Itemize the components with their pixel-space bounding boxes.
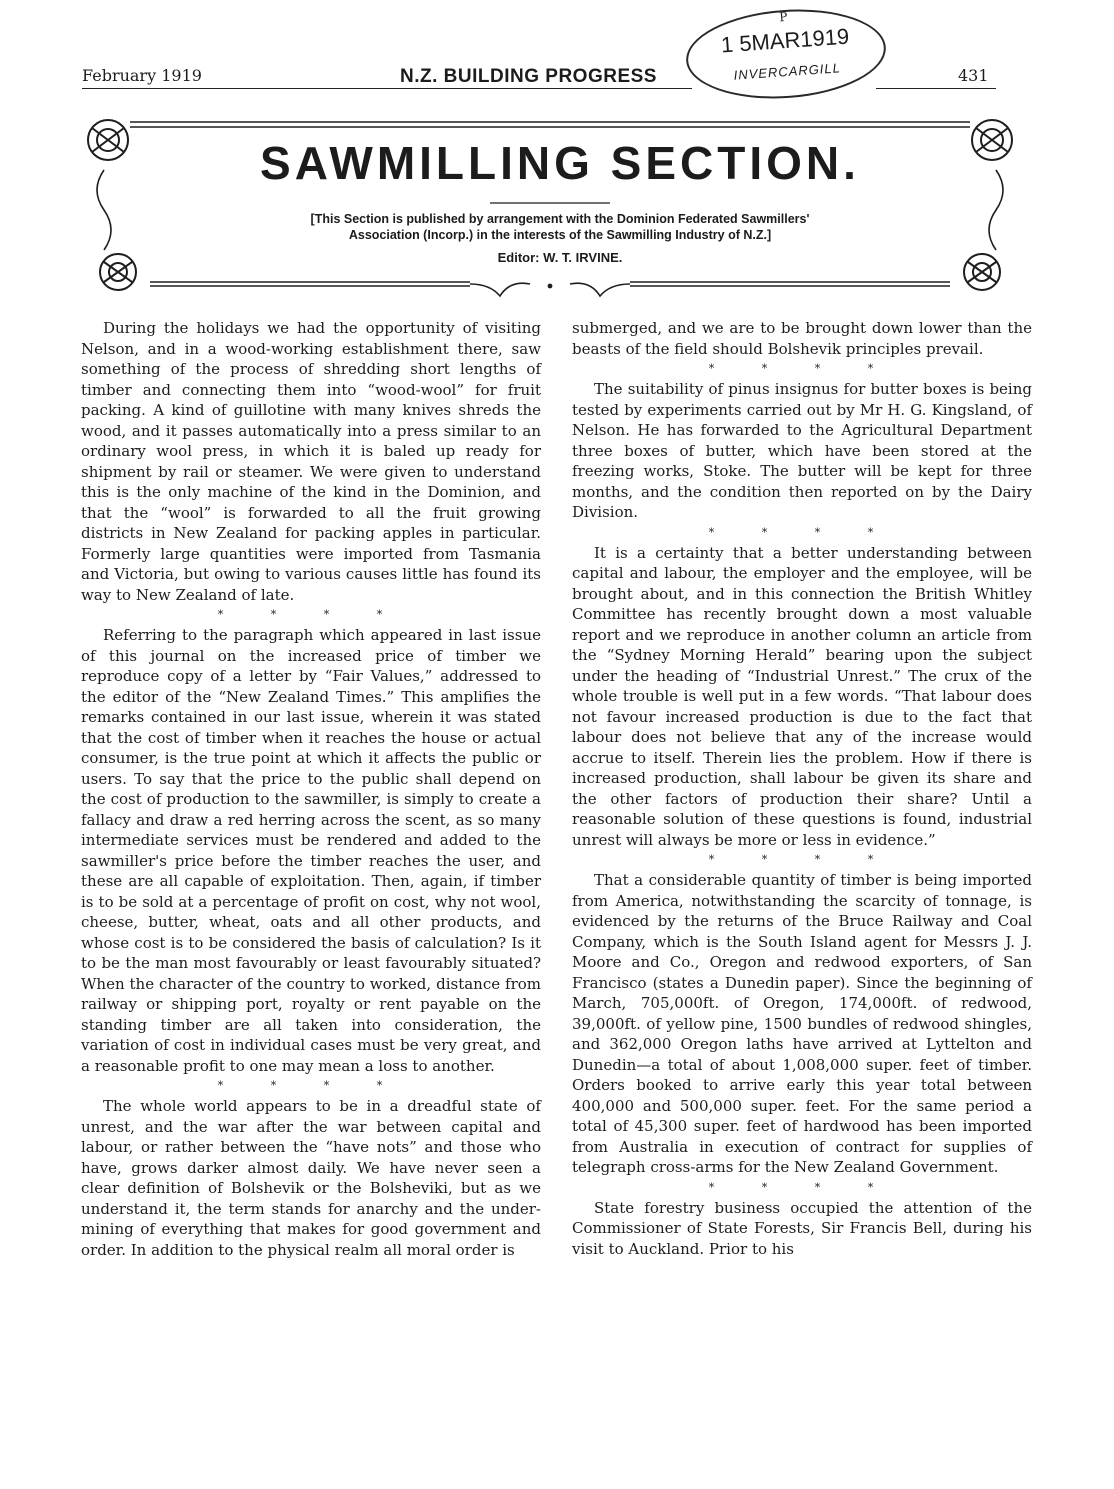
- stamp-date: 1 5MAR1919: [720, 23, 850, 58]
- separator-stars: * * * *: [708, 525, 896, 539]
- article-column-right: [572, 318, 1032, 1259]
- page-number: 431: [958, 66, 989, 85]
- header-rule-right: [876, 88, 996, 89]
- separator-stars: * * * *: [217, 608, 405, 621]
- separator-stars: * * * *: [708, 362, 896, 375]
- separator-stars: * * * *: [708, 1180, 896, 1194]
- separator-stars: * * * *: [708, 853, 896, 866]
- paragraph-capital-labour: It is a certainty that a better understanding between capital and labour, the employer and the employee, will be brought about, and in this connection the British Whitley Committee has recently brought down a most valuable report and we reproduce in another column an article from the “Sydney Morning Herald” bearing upon the subject under the heading of “Industrial Unrest.” The crux of the whole trouble is well put in a few words. “That labour does not favour increased production is due to the fact that labour does not believe that any of the increase would accrue to itself. Therein lies the problem. How if there is increased production, shall labour be given its share and the other factors of production their share? Until a reasonable solution of these questions is found, industrial unrest will always be more or less in evidence.”: [572, 543, 1032, 849]
- paragraph-timber-price: Referring to the paragraph which appeared in last issue of this journal on the increased price of timber we reproduce copy of a letter by “Fair Values,” addressed to the editor of the “New Zealand Times.” This amplifies the remarks contained in our last issue, wherein it was stated that the cost of timber when it reaches the house or actual consumer, is the true point at which it affects the public or users. To say that the price to the public shall depend on the cost of production to the sawmiller, is simply to create a fallacy and draw a red herring across the scent, as so many intermediate services must be rendered and added to the sawmiller's price before the timber reaches the user, and these are all capable of exploitation. Then, again, if timber is to be sold at a percentage of profit on cost, why not wool, cheese, butter, wheat, oats and all other products, and whose cost is to be considered the basis of calculation? Is it to be the man most favourably or least favourably situated? When the character of the country to worked, distance from railway or shipping port, royalty or rent payable on the standing timber are all taken into consideration, the variation of cost in individual cases must be very great, and a reasonable profit to one may mean a loss to another.: [81, 626, 541, 1075]
- paragraph-wood-wool: During the holidays we had the opportunity of visiting Nelson, and in a wood-working establishment there, saw something of the process of shredding short lengths of timber and connecting them into “wood-wool” for fruit packing. A kind of guillotine with many knives shreds the wood, and it passes automatically into a press similar to an ordinary wool press, in which it is baled up ready for shipment by rail or steamer. We were given to understand this is the only machine of the kind in the Dominion, and that the “wool” is forwarded to all the fruit growing districts in New Zealand for packing apples in particular. Formerly large quantities were imported from Tasmania and Victoria, but owing to various causes little has found its way to New Zealand of late.: [81, 319, 541, 604]
- paragraph-butter-boxes: The suitability of pinus insignus for butter boxes is being tested by experiments carried out by Mr H. G. Kingsland, of Nelson. He has forwarded to the Agricultural Department three boxes of butter, which have been stored at the freezing works, Stoke. The butter will be kept for three months, and the condition then reported on by the Dairy Division.: [572, 380, 1032, 521]
- running-header-date: February 1919: [82, 66, 202, 85]
- received-stamp: [683, 3, 889, 105]
- running-header-journal: N.Z. BUILDING PROGRESS: [400, 66, 657, 87]
- paragraph-state-forestry: State forestry business occupied the attention of the Commissioner of State Forests, Sir Francis Bell, during his visit to Auckland. Prior to his: [572, 1198, 1032, 1258]
- knot-bottom-left-icon: [100, 254, 136, 290]
- stamp-top-text: P: [778, 9, 788, 25]
- editor-name: W. T. IRVINE.: [543, 250, 623, 265]
- article-column-left: [81, 318, 541, 1260]
- header-rule-left: [82, 88, 692, 89]
- knot-bottom-right-icon: [964, 254, 1000, 290]
- section-notice-line-1: [This Section is published by arrangement with the Dominion Federated Sawmillers': [310, 212, 810, 226]
- paragraph-bolshevik-continued: submerged, and we are to be brought down lower than the beasts of the field should Bolshevik principles prevail.: [572, 319, 1032, 358]
- section-notice-line-2: Association (Incorp.) in the interests of the Sawmilling Industry of N.Z.]: [348, 228, 772, 242]
- section-title: SAWMILLING SECTION.: [260, 137, 860, 189]
- paragraph-world-unrest: The whole world appears to be in a dreadful state of unrest, and the war after the war between capital and labour, or rather between the “have nots” and those who have, grows darker almost daily. We have never seen a clear definition of Bolshevik or the Bolsheviki, but as we understand it, the term stands for anarchy and the under-mining of everything that makes for good government and order. In addition to the physical realm all moral order is: [81, 1097, 541, 1259]
- editor-label: Editor:: [497, 250, 540, 265]
- center-dot-icon: [548, 284, 553, 289]
- paragraph-timber-imports: That a considerable quantity of timber is being imported from America, notwithstanding the scarcity of tonnage, is evidenced by the returns of the Bruce Railway and Coal Company, which is the South Island agent for Messrs J. J. Moore and Co., Oregon and redwood exporters, of San Francisco (states a Dunedin paper). Since the beginning of March, 705,000ft. of Oregon, 174,000ft. of redwood, 39,000ft. of yellow pine, 1500 bundles of redwood shingles, and 362,000 Oregon laths have arrived at Lyttelton and Dunedin—a total of about 1,008,000 super. feet of timber. Orders booked to arrive early this year total between 400,000 and 500,000 super. feet. For the same period a total of 45,300 super. feet of hardwood has been imported from Australia in execution of contract for supplies of telegraph cross-arms for the New Zealand Government.: [572, 871, 1032, 1176]
- editor-credit: [200, 250, 920, 265]
- stamp-place: INVERCARGILL: [733, 60, 842, 83]
- ornamental-border: [70, 100, 1030, 300]
- separator-stars: * * * *: [217, 1079, 405, 1092]
